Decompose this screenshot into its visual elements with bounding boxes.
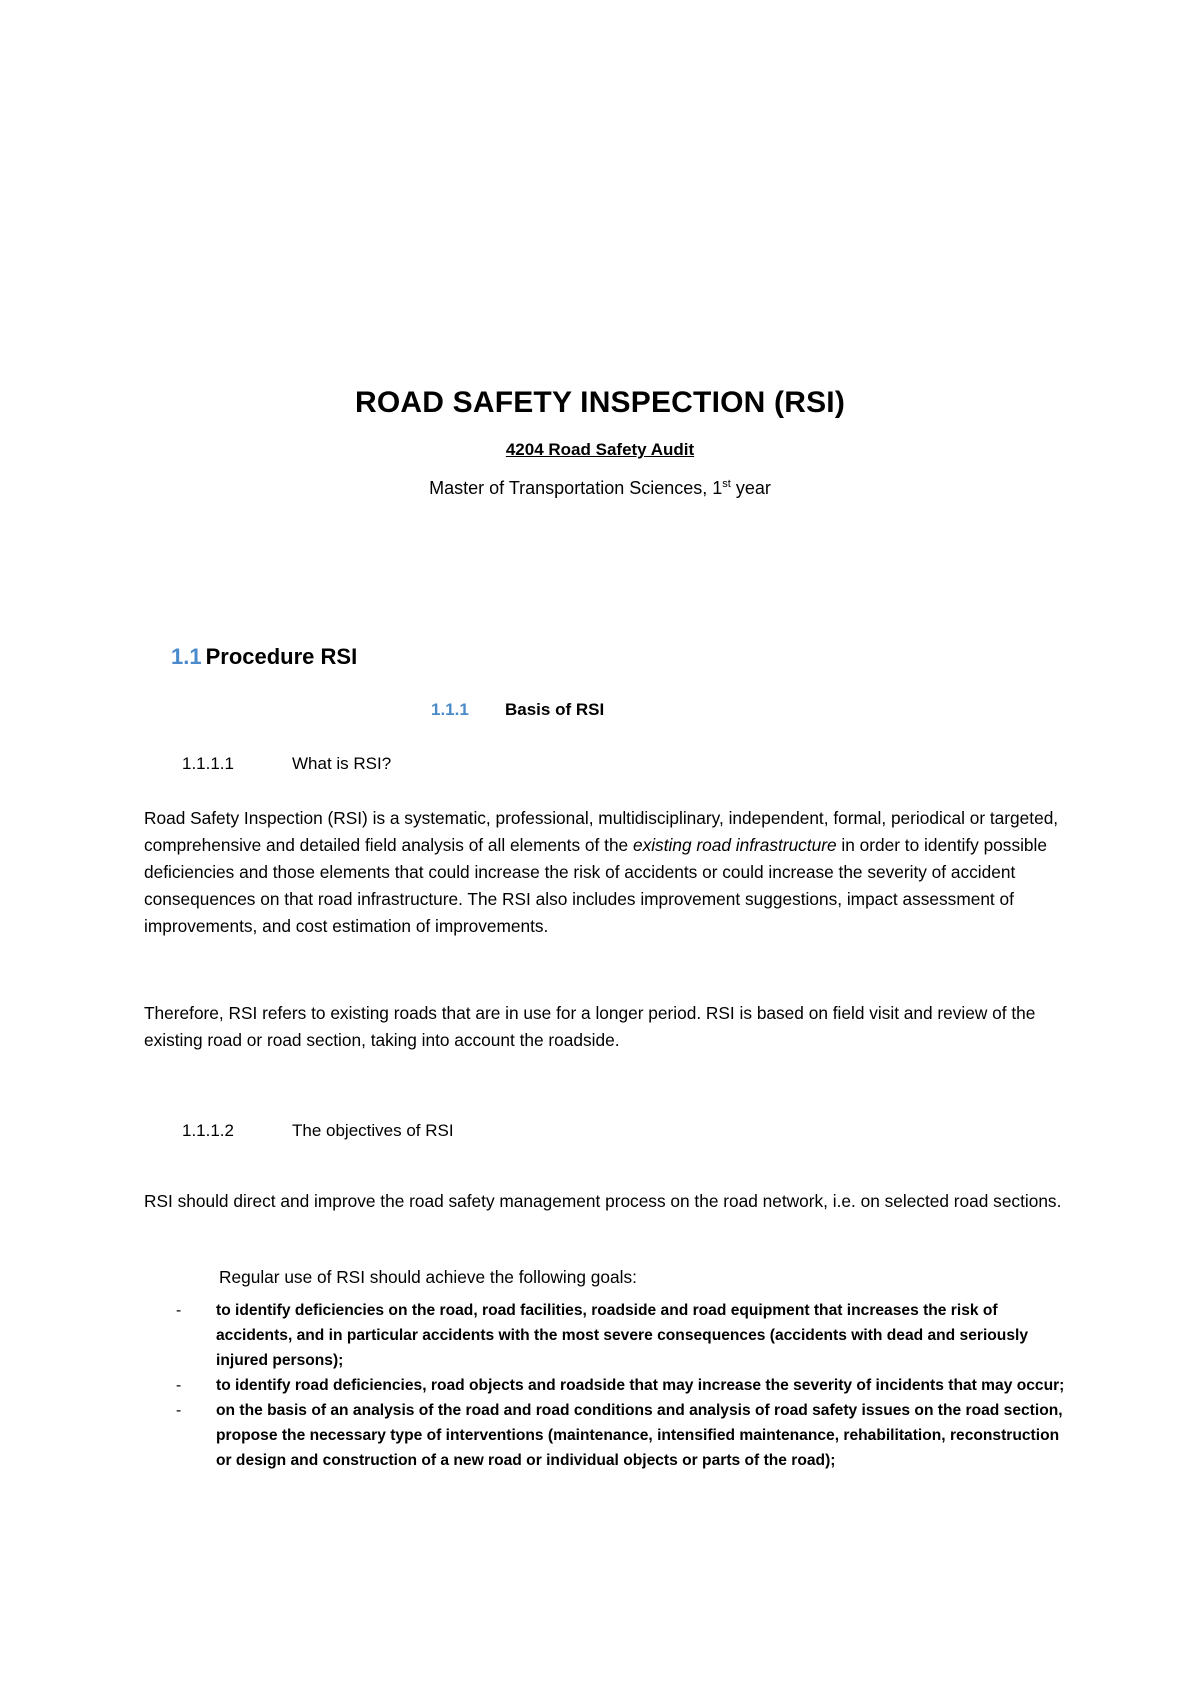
bullet-dash: - [176,1302,182,1319]
list-item [176,1398,1076,1473]
paragraph-emphasis: existing road infrastructure [632,835,837,855]
bullet-dash: - [176,1402,182,1419]
course-title: 4204 Road Safety Audit [505,440,695,459]
program-line [0,478,1200,499]
list-item-text: to identify deficiencies on the road, road facilities, roadside and road equipment that increases the risk of accidents, and in particular accidents with the most severe consequences (accidents with dead and seriously injured persons); [216,1302,1029,1369]
list-item-text: on the basis of an analysis of the road and road conditions and analysis of road safety issues on the road section, propose the necessary type of interventions (maintenance, intensified maintenance, rehabilitation, reconstruction or design and construction of a new road or individual objects or parts of the road); [216,1402,1063,1469]
paragraph-rsi-existing-roads: Therefore, RSI refers to existing roads that are in use for a longer period. RSI is based on field visit and review of the existing road or road section, taking into account the roadside. [144,1003,1036,1050]
goals-intro: Regular use of RSI should achieve the following goals: [219,1267,637,1287]
heading-text: Basis of RSI [505,700,605,719]
list-item [176,1373,1076,1398]
heading-number: 1.1 [171,644,202,669]
heading-procedure-rsi [171,644,357,670]
heading-text: What is RSI? [292,754,392,773]
paragraph-text: in order to identify possible deficiencies and those elements that could increase the risk of accidents or could increase the severity of accident consequences on that road infrastructure. The RSI also includes improvement suggestions, impact assessment of improvements, and cost estimation of improvements. [144,835,1047,936]
list-item-text: to identify road deficiencies, road objects and roadside that may increase the severity of incidents that may occur; [216,1377,1065,1394]
heading-what-is-rsi [182,754,391,774]
heading-number: 1.1.1.1 [182,754,234,773]
paragraph-rsi-direct: RSI should direct and improve the road safety management process on the road network, i.e. on selected road sections. [144,1191,1062,1211]
program-suffix: year [730,478,771,498]
document-title: ROAD SAFETY INSPECTION (RSI) [354,386,846,419]
list-item [176,1298,1076,1373]
goals-list [176,1298,1076,1473]
heading-text: The objectives of RSI [292,1121,454,1140]
program-prefix: Master of Transportation Sciences, 1 [429,478,723,498]
heading-number: 1.1.1.2 [182,1121,234,1140]
heading-number: 1.1.1 [431,700,469,719]
heading-basis-of-rsi [431,700,604,720]
bullet-dash: - [176,1377,182,1394]
heading-objectives-of-rsi [182,1121,454,1141]
paragraph-text: Road Safety Inspection (RSI) is a systematic, professional, multidisciplinary, independent, formal, periodical or targeted, comprehensive and detailed field analysis of all elements of the [144,808,1059,855]
paragraph-rsi-definition [144,805,1064,940]
program-superscript: st [722,478,731,490]
heading-text: Procedure RSI [205,644,358,669]
